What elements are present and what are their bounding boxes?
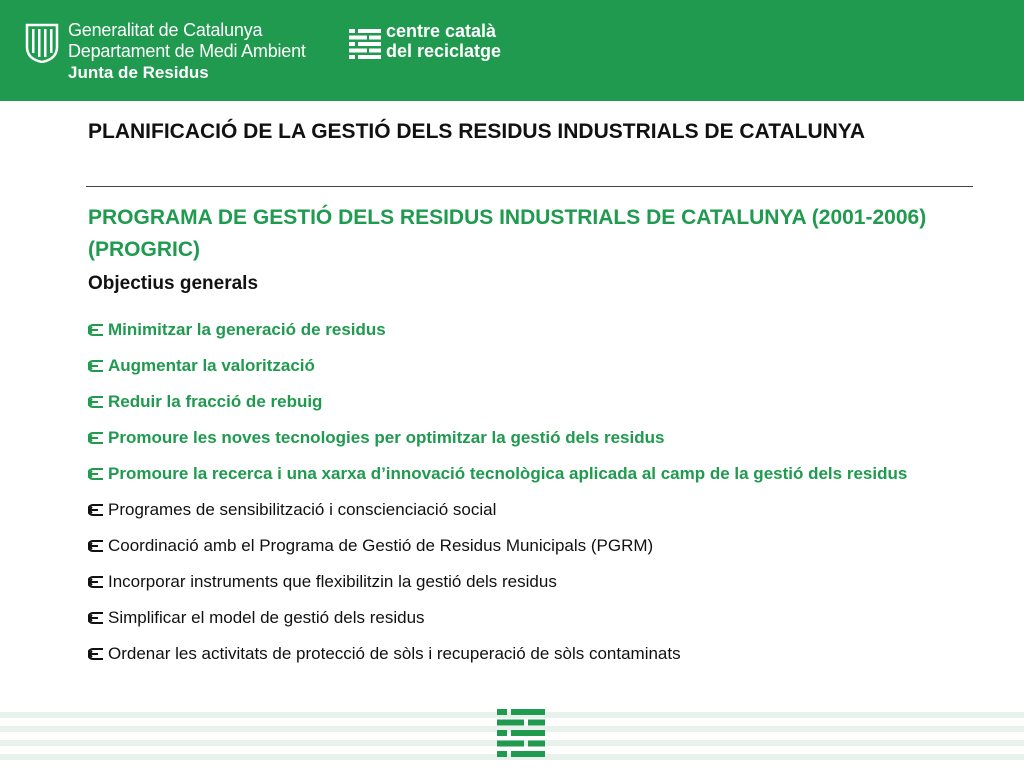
org-line-2: Departament de Medi Ambient bbox=[68, 41, 306, 61]
arrow-right-icon bbox=[88, 540, 104, 552]
objective-text: Simplificar el model de gestió dels residus bbox=[108, 608, 425, 627]
title-divider bbox=[86, 186, 973, 187]
objective-text: Augmentar la valorització bbox=[108, 356, 315, 375]
objectives-list bbox=[88, 318, 968, 678]
objective-text: Promoure les noves tecnologies per optimitzar la gestió dels residus bbox=[108, 428, 665, 447]
objective-text: Minimitzar la generació de residus bbox=[108, 320, 386, 339]
objective-text: Coordinació amb el Programa de Gestió de Residus Municipals (PGRM) bbox=[108, 536, 654, 555]
objective-text: Reduir la fracció de rebuig bbox=[108, 392, 323, 411]
program-title: PROGRAMA DE GESTIÓ DELS RESIDUS INDUSTRIALS DE CATALUNYA (2001-2006) (PROGRIC) bbox=[88, 206, 927, 261]
objective-text: Incorporar instruments que flexibilitzin la gestió dels residus bbox=[108, 572, 557, 591]
objective-item bbox=[88, 606, 968, 630]
page-title: PLANIFICACIÓ DE LA GESTIÓ DELS RESIDUS INDUSTRIALS DE CATALUNYA bbox=[88, 120, 866, 143]
objective-item bbox=[88, 498, 968, 522]
org-line-1: Generalitat de Catalunya bbox=[68, 20, 263, 40]
header-bar bbox=[0, 0, 1024, 101]
arrow-right-icon bbox=[88, 648, 104, 660]
partner-name bbox=[386, 21, 501, 61]
partner-line-2: del reciclatge bbox=[386, 41, 502, 61]
org-line-3: Junta de Residus bbox=[68, 63, 209, 82]
objective-text: Programes de sensibilització i conscienciació social bbox=[108, 500, 497, 519]
objective-item bbox=[88, 570, 968, 594]
arrow-right-icon bbox=[88, 324, 104, 336]
arrow-right-icon bbox=[88, 360, 104, 372]
arrow-right-icon bbox=[88, 468, 104, 480]
arrow-right-icon bbox=[88, 432, 104, 444]
organization-name bbox=[68, 20, 306, 84]
partner-line-1: centre català bbox=[386, 21, 497, 41]
arrow-right-icon bbox=[88, 612, 104, 624]
objective-item bbox=[88, 318, 968, 342]
gencat-emblem-icon bbox=[24, 21, 60, 63]
objective-item bbox=[88, 426, 968, 450]
arrow-right-icon bbox=[88, 576, 104, 588]
ccr-logo-icon bbox=[349, 29, 381, 59]
objective-item bbox=[88, 390, 968, 414]
objective-text: Promoure la recerca i una xarxa d’innovació tecnològica aplicada al camp de la gestió dels residus bbox=[108, 464, 908, 483]
section-heading: Objectius generals bbox=[88, 273, 259, 294]
objective-text: Ordenar les activitats de protecció de sòls i recuperació de sòls contaminats bbox=[108, 644, 681, 663]
ccr-logo-icon bbox=[497, 709, 545, 758]
arrow-right-icon bbox=[88, 504, 104, 516]
objective-item bbox=[88, 354, 968, 378]
objective-item bbox=[88, 642, 968, 666]
objective-item bbox=[88, 534, 968, 558]
arrow-right-icon bbox=[88, 396, 104, 408]
objective-item bbox=[88, 462, 968, 486]
